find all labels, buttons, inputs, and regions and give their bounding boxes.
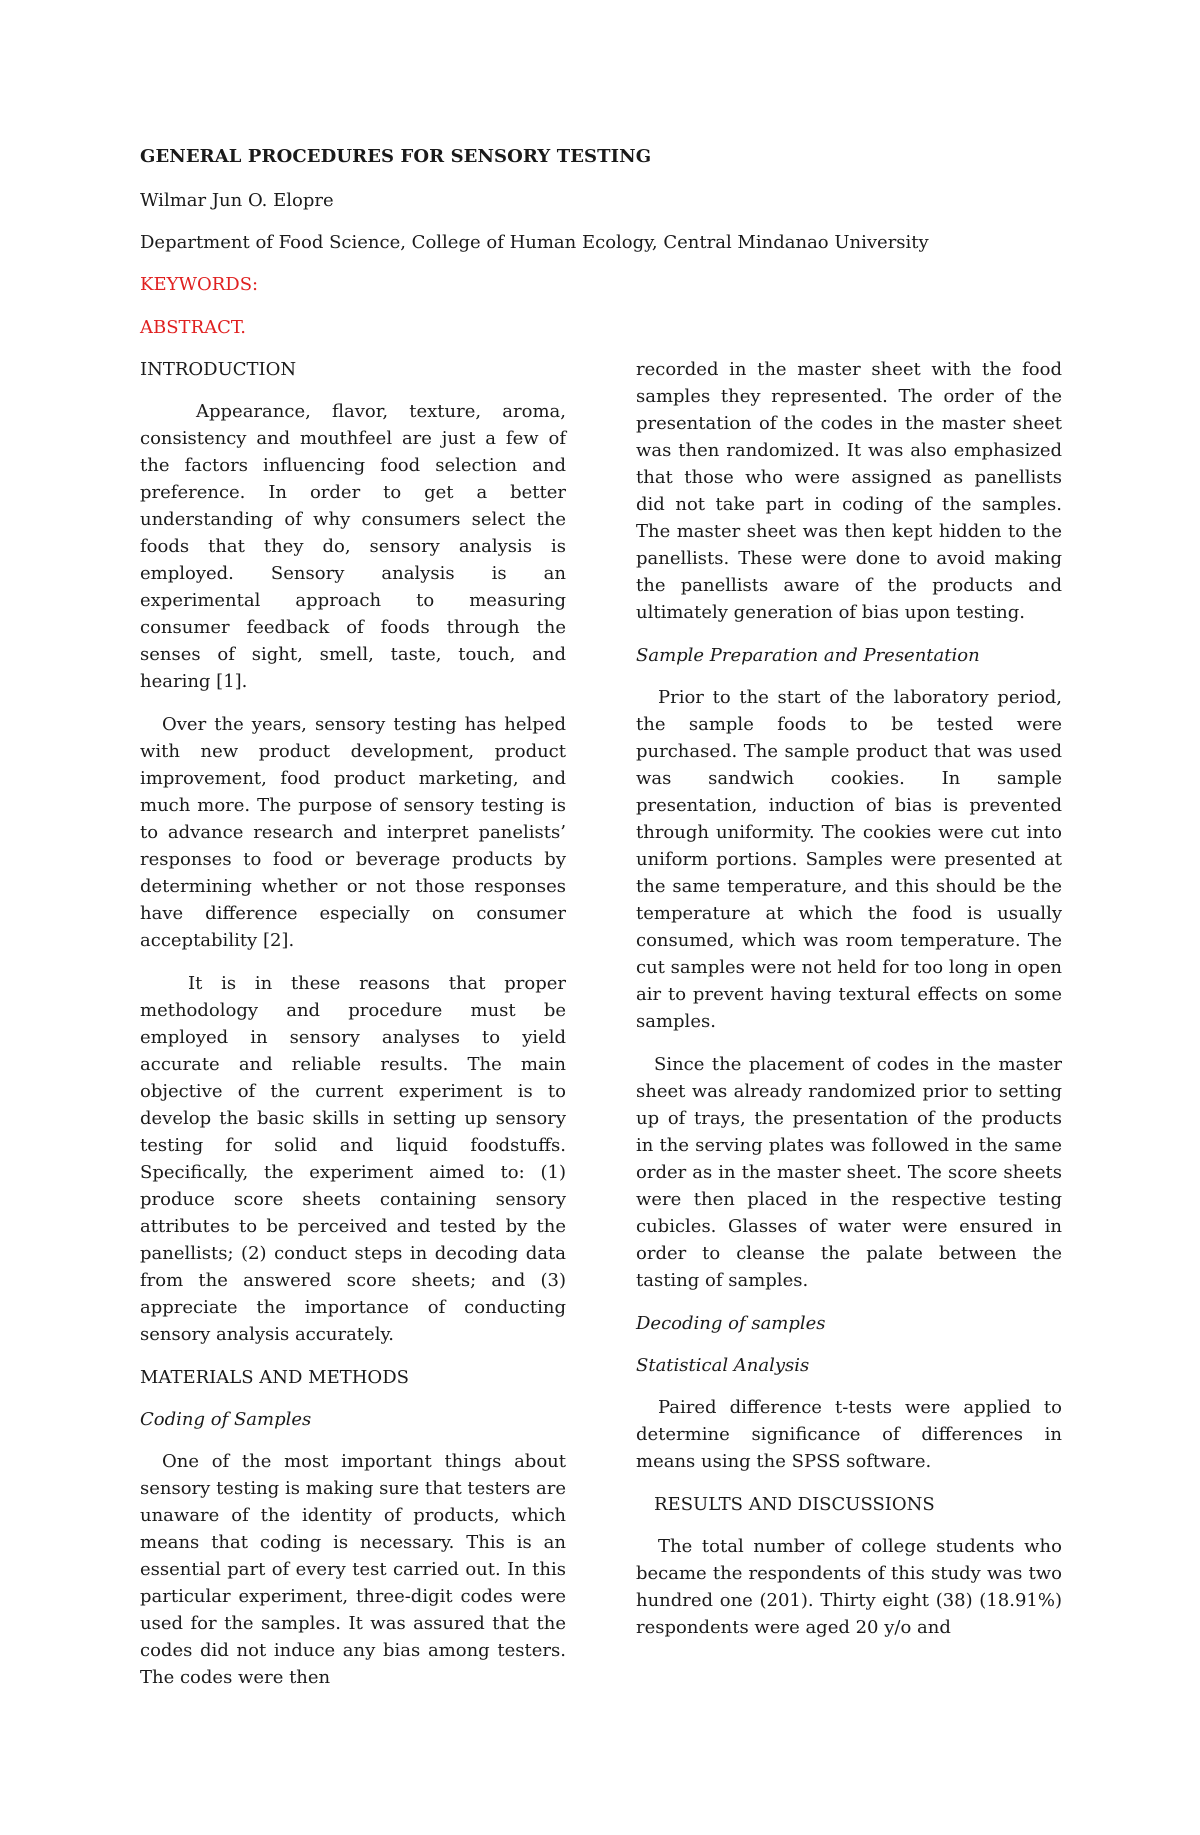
prep-paragraph-1: Prior to the start of the laboratory period, the sample foods to be tested were purchased. The sample product that was used was sandwich cookies. In sample presentation, induction of bias is prevented through uniformity. The cookies were cut into uniform portions. Samples were presented at the same temperature, and this should be the temperature at which the food is usually consumed, which was room temperature. The cut samples were not held for too long in open air to prevent having textural effects on some samples. bbox=[636, 687, 1062, 1032]
intro-paragraph-3: It is in these reasons that proper methodology and procedure must be employed in sensory analyses to yield accurate and reliable results. The main objective of the current experiment is to develop the basic skills in setting up sensory testing for solid and liquid foodstuffs. Specifically, the experiment aimed to: (1) produce score sheets containing sensory attributes to be perceived and tested by the panellists; (2) conduct steps in decoding data from the answered score sheets; and (3) appreciate the importance of conducting sensory analysis accurately. bbox=[140, 973, 566, 1345]
abstract-label: ABSTRACT. bbox=[140, 317, 246, 338]
subheading-decoding-of-samples: Decoding of samples bbox=[636, 1313, 826, 1334]
right-column bbox=[636, 356, 1062, 1657]
subheading-coding-of-samples: Coding of Samples bbox=[140, 1409, 312, 1430]
author-name: Wilmar Jun O. Elopre bbox=[140, 190, 334, 211]
prep-paragraph-2: Since the placement of codes in the master sheet was already randomized prior to setting up of trays, the presentation of the products in the serving plates was followed in the same order as in the master sheet. The score sheets were then placed in the respective testing cubicles. Glasses of water were ensured in order to cleanse the palate between the tasting of samples. bbox=[636, 1054, 1062, 1291]
paper-title: GENERAL PROCEDURES FOR SENSORY TESTING bbox=[140, 146, 652, 167]
stats-paragraph-1: Paired difference t-tests were applied to determine significance of differences in means using the SPSS software. bbox=[636, 1397, 1062, 1472]
intro-paragraph-1: Appearance, flavor, texture, aroma, consistency and mouthfeel are just a few of the factors influencing food selection and preference. In order to get a better understanding of why consumers select the foods that they do, sensory analysis is employed. Sensory analysis is an experimental approach to measuring consumer feedback of foods through the senses of sight, smell, taste, touch, and hearing [1]. bbox=[140, 401, 566, 692]
subheading-statistical-analysis: Statistical Analysis bbox=[636, 1355, 810, 1376]
left-column bbox=[140, 356, 566, 1707]
section-heading-introduction: INTRODUCTION bbox=[140, 359, 297, 380]
keywords-label: KEYWORDS: bbox=[140, 274, 259, 295]
coding-paragraph-1: One of the most important things about sensory testing is making sure that testers are unaware of the identity of products, which means that coding is necessary. This is an essential part of every test carried out. In this particular experiment, three-digit codes were used for the samples. It was assured that the codes did not induce any bias among testers. The codes were then bbox=[140, 1451, 566, 1688]
section-heading-results: RESULTS AND DISCUSSIONS bbox=[654, 1494, 935, 1515]
section-heading-materials-methods: MATERIALS AND METHODS bbox=[140, 1367, 409, 1388]
author-affiliation: Department of Food Science, College of Human Ecology, Central Mindanao University bbox=[140, 232, 929, 253]
coding-paragraph-1-continued: recorded in the master sheet with the food samples they represented. The order of the presentation of the codes in the master sheet was then randomized. It was also emphasized that those who were assigned as panellists did not take part in coding of the samples. The master sheet was then kept hidden to the panellists. These were done to avoid making the panellists aware of the products and ultimately generation of bias upon testing. bbox=[636, 359, 1062, 623]
results-paragraph-1: The total number of college students who became the respondents of this study was two hundred one (201). Thirty eight (38) (18.91%) respondents were aged 20 y/o and bbox=[636, 1536, 1062, 1638]
subheading-sample-preparation: Sample Preparation and Presentation bbox=[636, 645, 980, 666]
intro-paragraph-2: Over the years, sensory testing has helped with new product development, product improvement, food product marketing, and much more. The purpose of sensory testing is to advance research and interpret panelists’ responses to food or beverage products by determining whether or not those responses have difference especially on consumer acceptability [2]. bbox=[140, 714, 566, 951]
